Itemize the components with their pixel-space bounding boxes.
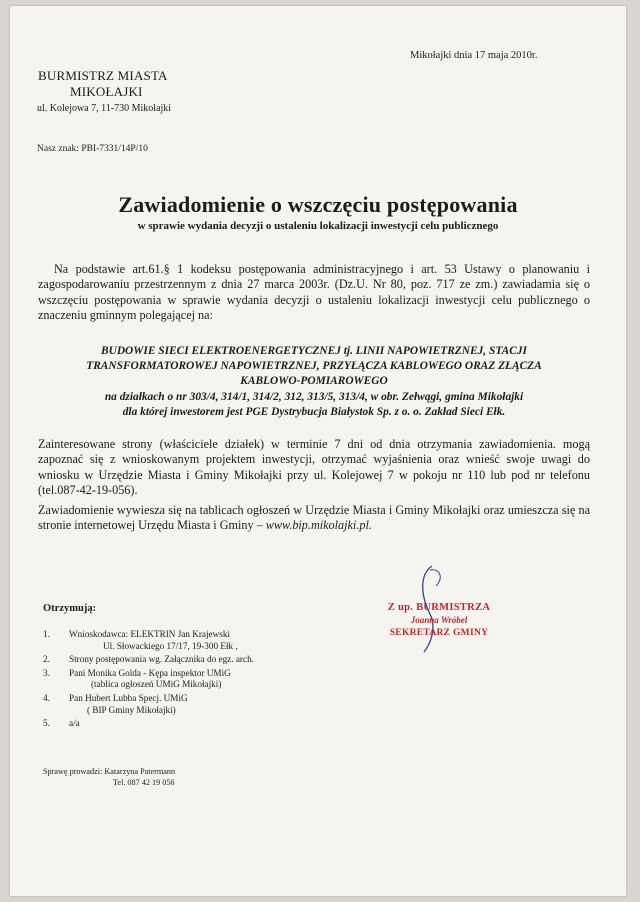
document-title: Zawiadomienie o wszczęciu postępowania: [118, 192, 518, 217]
recipient-item: 1. Wnioskodawca: ELEKTRIN Jan Krajewski: [43, 629, 230, 639]
document-page: [10, 6, 626, 896]
stamp-line-3: SEKRETARZ GMINY: [389, 628, 489, 638]
investment-subject: [38, 344, 590, 420]
legal-basis-paragraph: [38, 262, 590, 324]
stamp-line-2: Joanna Wróbel: [410, 615, 468, 625]
subject-line-2: TRANSFORMATOROWEJ NAPOWIETRZNEJ, PRZYŁĄCZA KABLOWEGO ORAZ ZŁĄCZA: [86, 360, 542, 373]
subject-line-4: na działkach o nr 303/4, 314/1, 314/2, 312, 313/5, 313/4, w obr. Zełwągi, gmina Mikołajki: [104, 390, 524, 403]
case-handler-name: Sprawę prowadzi: Katarzyna Patermann: [43, 767, 176, 776]
subject-line-1: BUDOWIE SIECI ELEKTROENERGETYCZNEJ tj. LINII NAPOWIETRZNEJ, STACJI: [101, 345, 527, 357]
recipient-item: 3. Pani Monika Golda - Kępa inspektor UMiG: [43, 667, 231, 678]
bip-link[interactable]: www.bip.mikolajki.pl.: [265, 518, 372, 533]
office-name-line2: MIKOŁAJKI: [70, 84, 143, 99]
parties-paragraph: Zainteresowane strony (właściciele działek) w terminie 7 dni od dnia otrzymania zawiadomienia. mogą zapoznać się z wnioskowanym projektem inwestycji, otrzymać wyjaśnienia oraz wnieść swoje uwagi do wniosku w Urzędzie Miasta i Gminy Mikołajki przy ul. Kolejowej 7 w pokoju nr 110 lub pod nr telefonu (tel.087-42-19-056).: [38, 437, 590, 498]
recipient-item-detail: ( BIP Gminy Mikołajki): [87, 704, 176, 715]
document-date: Mikołajki dnia 17 maja 2010r.: [410, 50, 538, 61]
office-address: ul. Kolejowa 7, 11-730 Mikołajki: [37, 103, 172, 114]
recipient-item-detail: Ul. Słowackiego 17/17, 19-300 Ełk ,: [103, 640, 238, 651]
office-name-line1: BURMISTRZ MIASTA: [38, 68, 168, 83]
legal-basis-text: Na podstawie art.61.§ 1 kodeksu postępowania administracyjnego i art. 53 Ustawy o planowaniu i zagospodarowaniu przestrzennym z dnia 27 marca 2003r. (Dz.U. Nr 80, poz. 717 ze zm.) zawiadamia się o wszczęciu postępowania w sprawie wydania decyzji o ustaleniu lokalizacji inwestycji celu publicznego o znaczeniu gminnym polegającej na:: [38, 262, 590, 323]
recipient-item: 4. Pan Hubert Lubba Specj. UMiG: [43, 692, 188, 703]
publication-paragraph: [38, 503, 590, 534]
recipients-list: [43, 629, 254, 730]
recipient-item-detail: (tablica ogłoszeń UMiG Mikołajki): [91, 679, 222, 690]
case-handler: [43, 766, 175, 788]
document-subtitle: w sprawie wydania decyzji o ustaleniu lokalizacji inwestycji celu publicznego: [137, 220, 499, 232]
subject-line-3: KABLOWO-POMIAROWEGO: [240, 375, 388, 388]
recipients-label: Otrzymują:: [43, 603, 97, 614]
official-stamp: [378, 601, 500, 640]
publication-text: Zawiadomienie wywiesza się na tablicach ogłoszeń w Urzędzie Miasta i Gminy Mikołajki oraz umieszcza się na stronie internetowej Urzędu Miasta i Gminy –: [38, 503, 590, 533]
subject-line-5: dla której inwestorem jest PGE Dystrybucja Białystok Sp. z o. o. Zakład Sieci Ełk.: [122, 405, 506, 418]
case-handler-phone: Tel. 087 42 19 056: [113, 778, 175, 787]
stamp-line-1: Z up. BURMISTRZA: [387, 602, 491, 613]
recipient-item: 5. a/a: [43, 718, 80, 729]
reference-number: Nasz znak: PBI-7331/14P/10: [37, 144, 148, 154]
recipient-item: 2. Strony postępowania wg. Załącznika do egz. arch.: [43, 654, 254, 665]
